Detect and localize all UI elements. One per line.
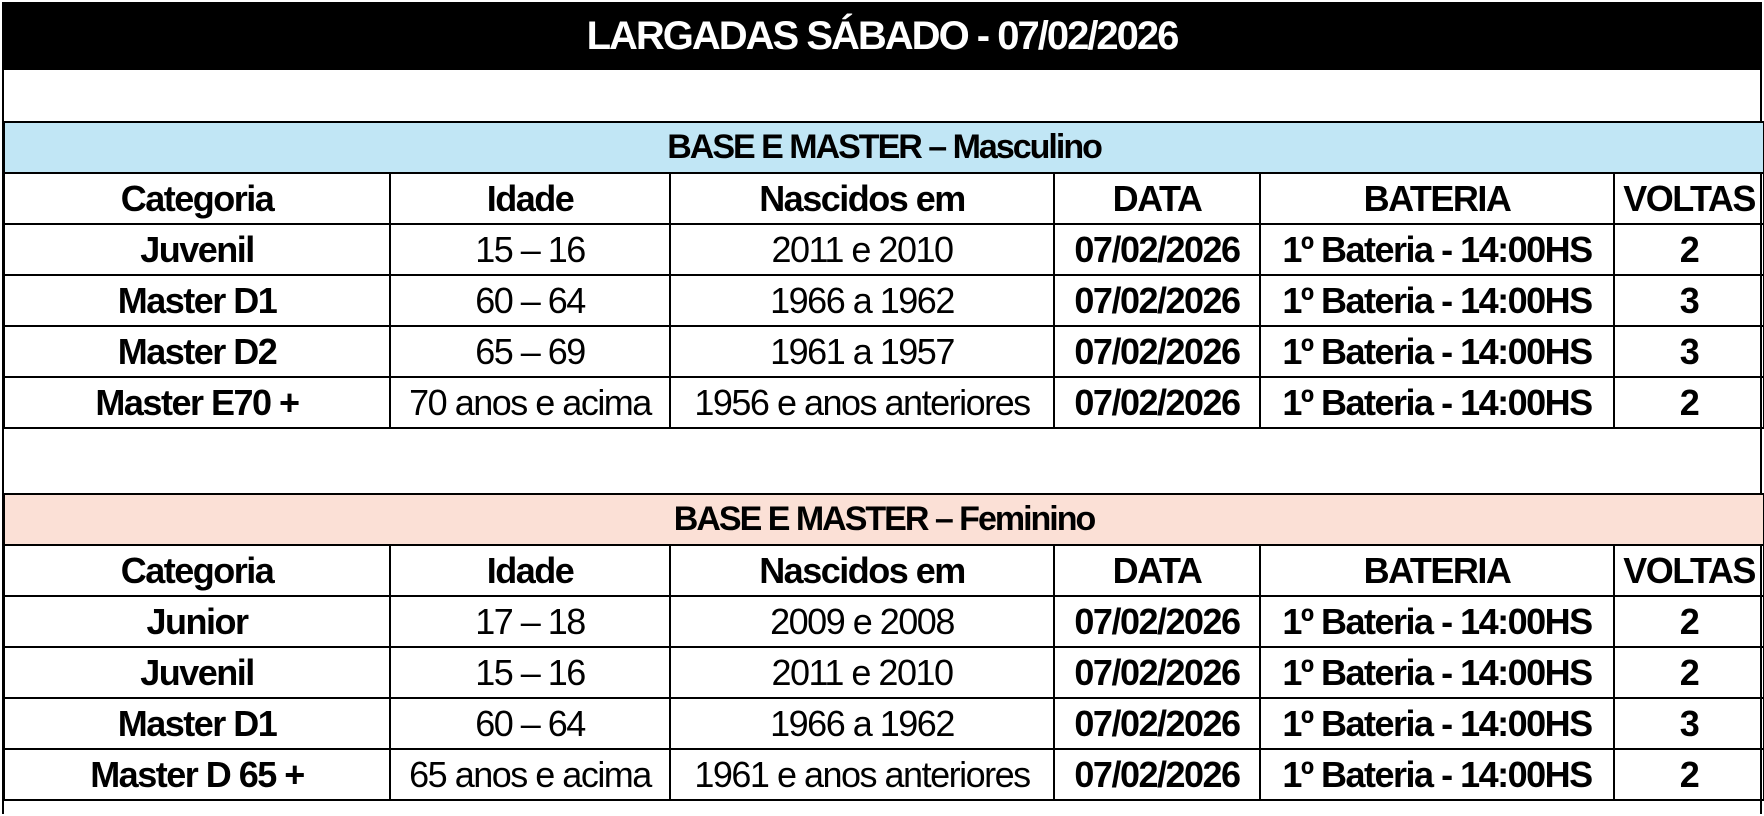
- heat-cell: 1º Bateria - 14:00HS: [1260, 596, 1614, 647]
- date-cell: 07/02/2026: [1054, 326, 1260, 377]
- table-row: [4, 275, 1764, 326]
- date-cell: 07/02/2026: [1054, 698, 1260, 749]
- table-row: [4, 224, 1764, 275]
- section-header-row: [4, 122, 1764, 173]
- category-cell: Master E70 +: [4, 377, 390, 428]
- birth-years-cell: 1956 e anos anteriores: [670, 377, 1054, 428]
- age-cell: 15 – 16: [390, 647, 670, 698]
- table-row: [4, 647, 1764, 698]
- laps-cell: 3: [1614, 326, 1764, 377]
- feminino-table: [3, 493, 1764, 801]
- age-cell: 70 anos e acima: [390, 377, 670, 428]
- birth-years-cell: 1966 a 1962: [670, 275, 1054, 326]
- laps-cell: 2: [1614, 749, 1764, 800]
- column-header-row: [4, 173, 1764, 224]
- heat-cell: 1º Bateria - 14:00HS: [1260, 377, 1614, 428]
- laps-cell: 3: [1614, 698, 1764, 749]
- column-header: DATA: [1054, 545, 1260, 596]
- column-header: Idade: [390, 545, 670, 596]
- birth-years-cell: 1966 a 1962: [670, 698, 1054, 749]
- age-cell: 15 – 16: [390, 224, 670, 275]
- category-cell: Juvenil: [4, 647, 390, 698]
- heat-cell: 1º Bateria - 14:00HS: [1260, 224, 1614, 275]
- category-cell: Junior: [4, 596, 390, 647]
- laps-cell: 3: [1614, 275, 1764, 326]
- column-header: BATERIA: [1260, 173, 1614, 224]
- birth-years-cell: 1961 e anos anteriores: [670, 749, 1054, 800]
- heat-cell: 1º Bateria - 14:00HS: [1260, 698, 1614, 749]
- column-header-row: [4, 545, 1764, 596]
- date-cell: 07/02/2026: [1054, 596, 1260, 647]
- laps-cell: 2: [1614, 224, 1764, 275]
- heat-cell: 1º Bateria - 14:00HS: [1260, 275, 1614, 326]
- age-cell: 60 – 64: [390, 275, 670, 326]
- column-header: Nascidos em: [670, 545, 1054, 596]
- table-row: [4, 377, 1764, 428]
- date-cell: 07/02/2026: [1054, 275, 1260, 326]
- category-cell: Juvenil: [4, 224, 390, 275]
- laps-cell: 2: [1614, 596, 1764, 647]
- column-header: Idade: [390, 173, 670, 224]
- heat-cell: 1º Bateria - 14:00HS: [1260, 326, 1614, 377]
- column-header: Categoria: [4, 545, 390, 596]
- birth-years-cell: 2011 e 2010: [670, 647, 1054, 698]
- page-title: LARGADAS SÁBADO - 07/02/2026: [2, 2, 1762, 70]
- laps-cell: 2: [1614, 377, 1764, 428]
- table-row: [4, 596, 1764, 647]
- birth-years-cell: 2009 e 2008: [670, 596, 1054, 647]
- section-header-row: [4, 494, 1764, 545]
- birth-years-cell: 1961 a 1957: [670, 326, 1054, 377]
- category-cell: Master D1: [4, 275, 390, 326]
- date-cell: 07/02/2026: [1054, 377, 1260, 428]
- age-cell: 65 – 69: [390, 326, 670, 377]
- date-cell: 07/02/2026: [1054, 647, 1260, 698]
- age-cell: 65 anos e acima: [390, 749, 670, 800]
- heat-cell: 1º Bateria - 14:00HS: [1260, 647, 1614, 698]
- table-row: [4, 326, 1764, 377]
- age-cell: 17 – 18: [390, 596, 670, 647]
- column-header: BATERIA: [1260, 545, 1614, 596]
- category-cell: Master D 65 +: [4, 749, 390, 800]
- birth-years-cell: 2011 e 2010: [670, 224, 1054, 275]
- laps-cell: 2: [1614, 647, 1764, 698]
- table-row: [4, 698, 1764, 749]
- column-header: Categoria: [4, 173, 390, 224]
- heat-cell: 1º Bateria - 14:00HS: [1260, 749, 1614, 800]
- column-header: VOLTAS: [1614, 173, 1764, 224]
- column-header: VOLTAS: [1614, 545, 1764, 596]
- category-cell: Master D2: [4, 326, 390, 377]
- masculino-table: [3, 121, 1764, 429]
- section-title: BASE E MASTER – Feminino: [4, 494, 1764, 545]
- date-cell: 07/02/2026: [1054, 749, 1260, 800]
- section-title: BASE E MASTER – Masculino: [4, 122, 1764, 173]
- category-cell: Master D1: [4, 698, 390, 749]
- date-cell: 07/02/2026: [1054, 224, 1260, 275]
- age-cell: 60 – 64: [390, 698, 670, 749]
- table-row: [4, 749, 1764, 800]
- column-header: DATA: [1054, 173, 1260, 224]
- column-header: Nascidos em: [670, 173, 1054, 224]
